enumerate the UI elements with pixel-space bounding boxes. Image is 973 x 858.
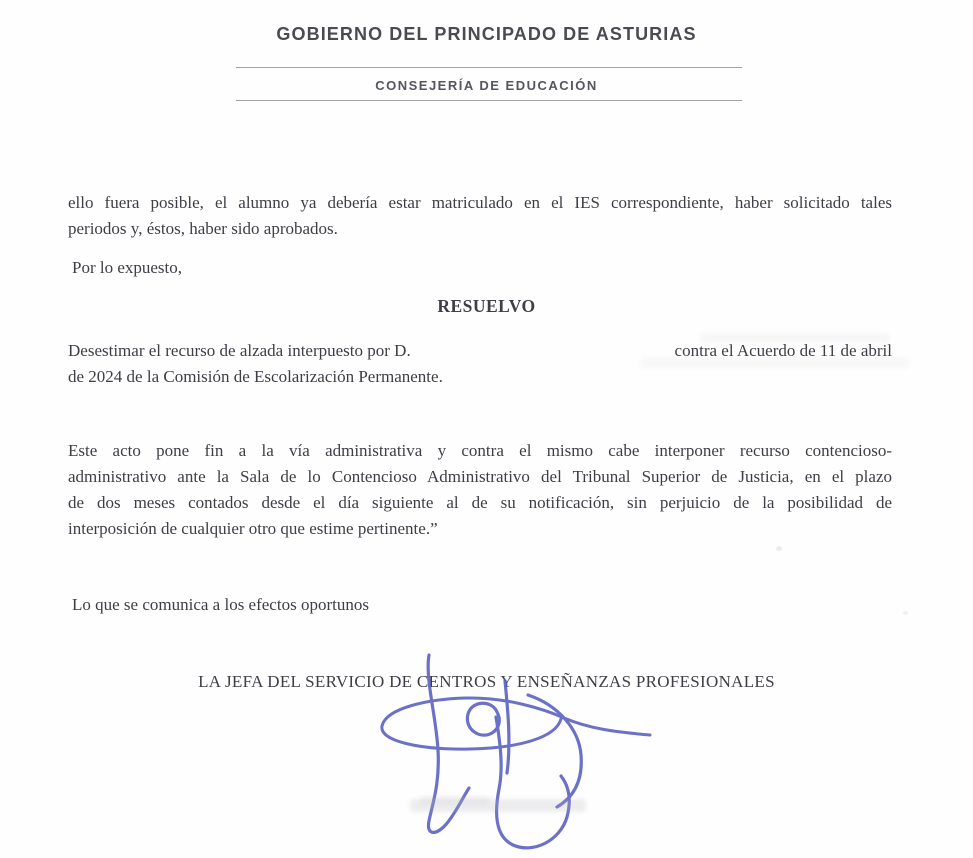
scan-speck: [903, 611, 908, 615]
resolution-line1-right: contra el Acuerdo de 11 de abril: [674, 341, 892, 360]
redacted-name-gap: [411, 338, 675, 364]
appeal-paragraph: [68, 438, 892, 542]
signer-title-line: LA JEFA DEL SERVICIO DE CENTROS Y ENSEÑANZAS PROFESIONALES: [198, 672, 775, 691]
resuelvo-heading: RESUELVO: [437, 296, 536, 316]
text-line: de dos meses contados desde el día siguiente al de su notificación, sin perjuicio de la posibilidad de: [68, 493, 892, 512]
letterhead-department-title: CONSEJERÍA DE EDUCACIÓN: [375, 78, 598, 93]
signature-ink: [358, 645, 658, 858]
por-lo-expuesto-line: Por lo expuesto,: [72, 258, 183, 277]
text-line: Este acto pone fin a la vía administrativa y contra el mismo cabe interponer recurso contencioso-: [68, 441, 892, 460]
letterhead-government-title: GOBIERNO DEL PRINCIPADO DE ASTURIAS: [276, 24, 697, 44]
signature-strokes: [382, 655, 650, 848]
text-line: interposición de cualquier otro que estime pertinente.”: [68, 519, 438, 538]
redaction-smudge: [700, 333, 890, 343]
text-line: ello fuera posible, el alumno ya debería estar matriculado en el IES correspondiente, haber solicitado tales: [68, 193, 892, 212]
intro-paragraph: [68, 190, 892, 242]
resolution-line1-left: Desestimar el recurso de alzada interpuesto por D.: [68, 341, 411, 360]
letterhead-rule-bottom: [236, 100, 742, 101]
closing-line: Lo que se comunica a los efectos oportunos: [72, 595, 369, 614]
resolution-line-2: de 2024 de la Comisión de Escolarización Permanente.: [68, 367, 443, 386]
scan-speck: [776, 546, 782, 551]
text-line: administrativo ante la Sala de lo Contencioso Administrativo del Tribunal Superior de Justicia, en el plazo: [68, 467, 892, 486]
redaction-smudge: [640, 357, 910, 369]
redaction-smudge: [420, 796, 490, 804]
letterhead-rule-top: [236, 67, 742, 68]
text-line: periodos y, éstos, haber sido aprobados.: [68, 219, 338, 238]
